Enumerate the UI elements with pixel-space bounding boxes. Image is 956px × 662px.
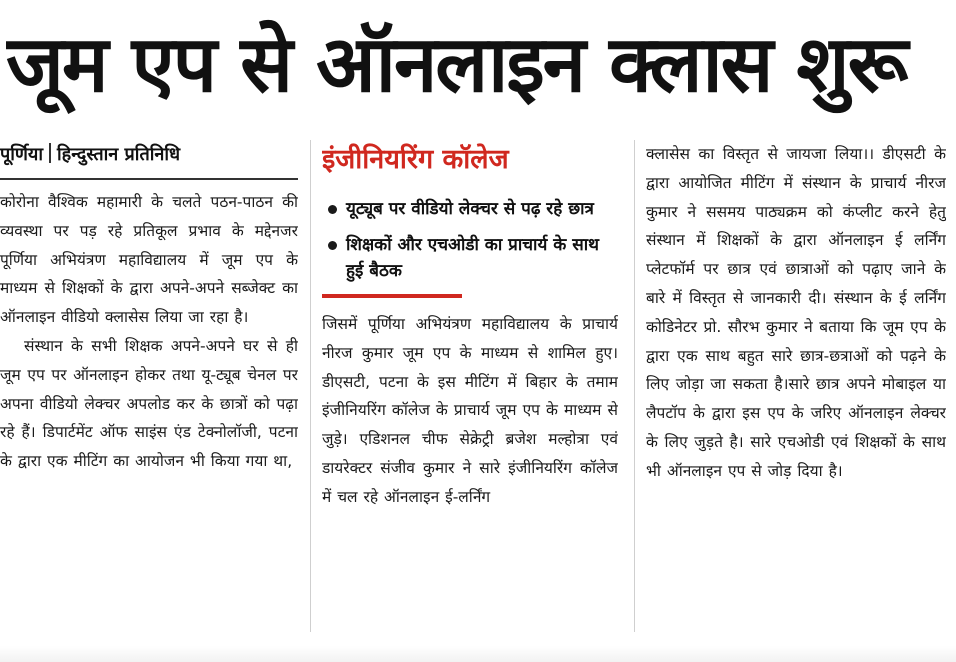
column-3: [646, 140, 946, 662]
column-3-paragraph: क्लासेस का विस्तृत से जायजा लिया।। डीएसटी के द्वारा आयोजित मीटिंग में संस्थान के प्राचार्य नीरज कुमार ने ससमय पाठ्यक्रम को कंप्लीट करने हेतु संस्थान में शिक्षकों के द्वारा ऑनलाइन ई लर्निंग प्लेटफॉर्म पर छात्र एवं छात्राओं को पढ़ाए जाने के बारे में विस्तृत से जानकारी दी। संस्थान के ई लर्निंग कोडिनेटर प्रो. सौरभ कुमार ने बताया कि जूम एप के द्वारा एक साथ बहुत सारे छात्र-छत्राओं को पढ़ने के लिए जोड़ा जा सकता है।सारे छात्र अपने मोबाइल या लैपटॉप के द्वारा इस एप के जरिए ऑनलाइन लेक्चर के लिए जुड़ते है। सारे एचओडी एवं शिक्षकों के साथ भी ऑनलाइन एप से जोड़ दिया है।: [646, 145, 946, 480]
column-2: [322, 140, 618, 662]
highlight-text: यूट्यूब पर वीडियो लेक्चर से पढ़ रहे छात्र: [346, 199, 594, 219]
bullet-icon: [328, 241, 337, 250]
column-1-paragraph-1: कोरोना वैश्विक महामारी के चलते पठन-पाठन की व्यवस्था पर पड़ रहे प्रतिकूल प्रभाव के मद्देनजर पूर्णिया अभियंत्रण महाविद्यालय में जूम एप के माध्यम से शिक्षकों के द्वारा अपने-अपने सब्जेक्ट का ऑनलाइन वीडियो क्लासेस लिया जा रहा है।: [0, 193, 298, 327]
highlight-item: [322, 196, 618, 222]
column-2-paragraph: जिसमें पूर्णिया अभियंत्रण महाविद्यालय के प्राचार्य नीरज कुमार जूम एप के माध्यम से शामिल हुए। डीएसटी, पटना के इस मीटिंग में बिहार के तमाम इंजीनियरिंग कॉलेज के प्राचार्य जूम एप के माध्यम से जुड़े। एडिशनल चीफ सेक्रेट्री ब्रजेश मल्होत्रा एवं डायरेक्टर संजीव कुमार ने सारे इंजीनियरिंग कॉलेज में चल रहे ऑनलाइन ई-लर्निंग: [322, 315, 618, 506]
bullet-icon: [328, 205, 337, 214]
byline-divider: [0, 178, 298, 180]
section-subhead: इंजीनियरिंग कॉलेज: [322, 144, 509, 175]
column-1-paragraph-2: संस्थान के सभी शिक्षक अपने-अपने घर से ही जूम एप पर ऑनलाइन होकर तथा यू-ट्यूब चेनल पर अपना वीडियो लेक्चर अपलोड कर के छात्रों को पढ़ा रहे हैं। डिपार्टमेंट ऑफ साइंस एंड टेक्नोलॉजी, पटना के द्वारा एक मीटिंग का आयोजन भी किया गया था,: [0, 336, 298, 471]
highlight-item: [322, 232, 618, 284]
byline-source: हिन्दुस्तान प्रतिनिधि: [57, 144, 181, 165]
byline: [0, 140, 298, 172]
accent-rule: [322, 294, 462, 298]
highlight-text: शिक्षकों और एचओडी का प्राचार्य के साथ हुई बैठक: [346, 235, 599, 281]
column-divider: [310, 140, 311, 632]
byline-place: पूर्णिया: [0, 144, 44, 165]
page-bottom-edge: [0, 646, 956, 662]
column-1: [0, 140, 298, 662]
column-divider: [634, 140, 635, 632]
highlights-list: [322, 196, 618, 284]
headline: जूम एप से ऑनलाइन क्लास शुरू: [6, 20, 907, 110]
byline-separator: [49, 143, 51, 163]
